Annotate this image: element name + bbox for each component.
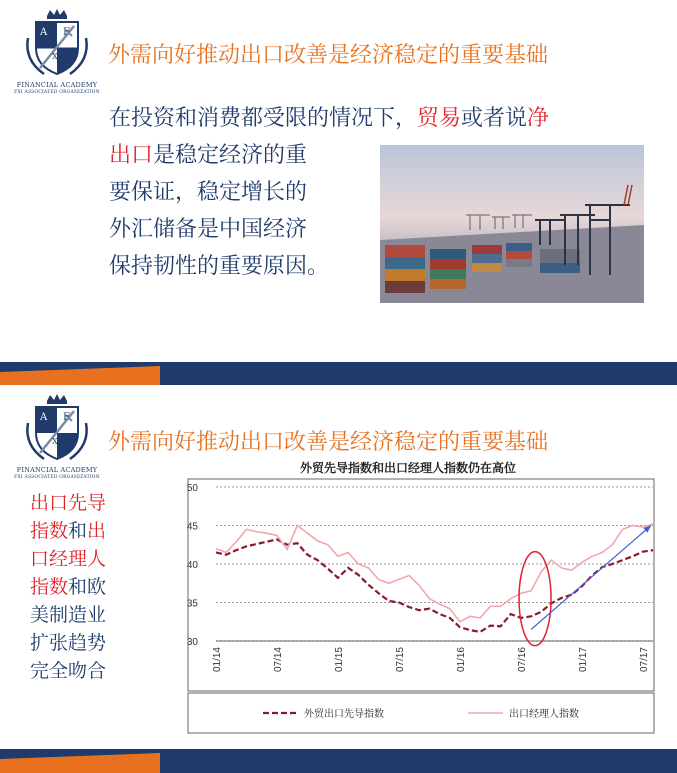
y-tick-label: 45 [186,521,198,533]
y-tick-label: 40 [186,560,198,571]
footer-band [0,362,677,386]
series-line-1 [216,539,653,631]
crest-icon [14,8,100,80]
x-tick-label: 07/16 [516,647,528,673]
logo-subcaption: FXI ASSOCIATED ORGANIZATION [14,475,100,480]
logo-letter-x: X [52,437,58,446]
side-line-6: 扩张趋势 [30,632,107,654]
x-tick-label: 01/17 [577,647,589,673]
body-line-3: 要保证，稳定增长的 [109,180,308,205]
chart-panel [158,461,658,761]
legend-box [188,693,654,733]
slide-title: 外需向好推动出口改善是经济稳定的重要基础 [108,430,549,455]
port-photo [380,145,644,303]
side-line-3: 口经理人 [30,548,107,570]
body-line-5: 保持韧性的重要原因。 [109,254,330,279]
y-tick-label: 50 [186,483,198,494]
side-line-7: 完全吻合 [30,660,107,682]
highlight-export: 出口 [109,143,154,168]
side-line-1: 出口先导 [30,492,107,514]
side-line-4a: 指数 [30,576,69,598]
logo-letter-x: X [52,52,58,61]
crest-icon [14,393,100,465]
slide-title: 外需向好推动出口改善是经济稳定的重要基础 [108,43,549,68]
side-line-4 [30,573,160,601]
series-line-2 [216,524,653,622]
side-line-2c: 出 [87,520,107,542]
y-tick-label: 35 [186,598,198,610]
legend-label-2: 出口经理人指数 [509,709,579,720]
footer-band [0,749,677,773]
side-line-5: 美制造业 [30,604,107,626]
body-line-4: 外汇储备是中国经济 [109,217,308,242]
body-line-1c: 或者说 [461,106,528,131]
legend-label-1: 外贸出口先导指数 [304,709,384,720]
x-tick-label: 01/16 [455,647,467,673]
x-tick-label: 01/14 [212,647,223,673]
logo-caption: FINANCIAL ACADEMY [16,466,98,474]
line-chart [158,461,658,761]
academy-logo [14,393,100,483]
logo-letter-f: F [63,412,70,423]
chart-title: 外贸先导指数和出口经理人指数仍在高位 [299,461,516,475]
x-tick-label: 07/14 [272,647,284,673]
logo-subcaption: FXI ASSOCIATED ORGANIZATION [14,90,100,95]
side-note [30,489,160,685]
body-line-2b: 是稳定经济的重 [153,143,308,168]
y-tick-label: 30 [186,637,198,648]
x-tick-label: 01/15 [333,647,345,673]
logo-letter-f: F [63,27,70,38]
body-line-1a: 在投资和消费都受限的情况下， [109,106,418,131]
x-tick-label: 07/15 [394,647,406,673]
x-tick-label: 07/17 [638,647,650,673]
logo-letter-a: A [40,412,48,423]
slide-2 [0,385,677,773]
logo-caption: FINANCIAL ACADEMY [16,81,98,89]
highlight-net: 净 [527,106,550,131]
side-line-2b: 和 [68,520,88,542]
side-line-2a: 指数 [30,520,69,542]
side-line-4b: 和欧 [68,576,107,598]
highlight-trade: 贸易 [417,106,462,131]
highlight-ellipse [519,552,551,646]
body-line-1 [109,100,549,137]
logo-letter-a: A [40,27,48,38]
side-line-2 [30,517,160,545]
slide-1 [0,0,677,385]
body-line-2 [109,137,307,174]
academy-logo [14,8,100,98]
